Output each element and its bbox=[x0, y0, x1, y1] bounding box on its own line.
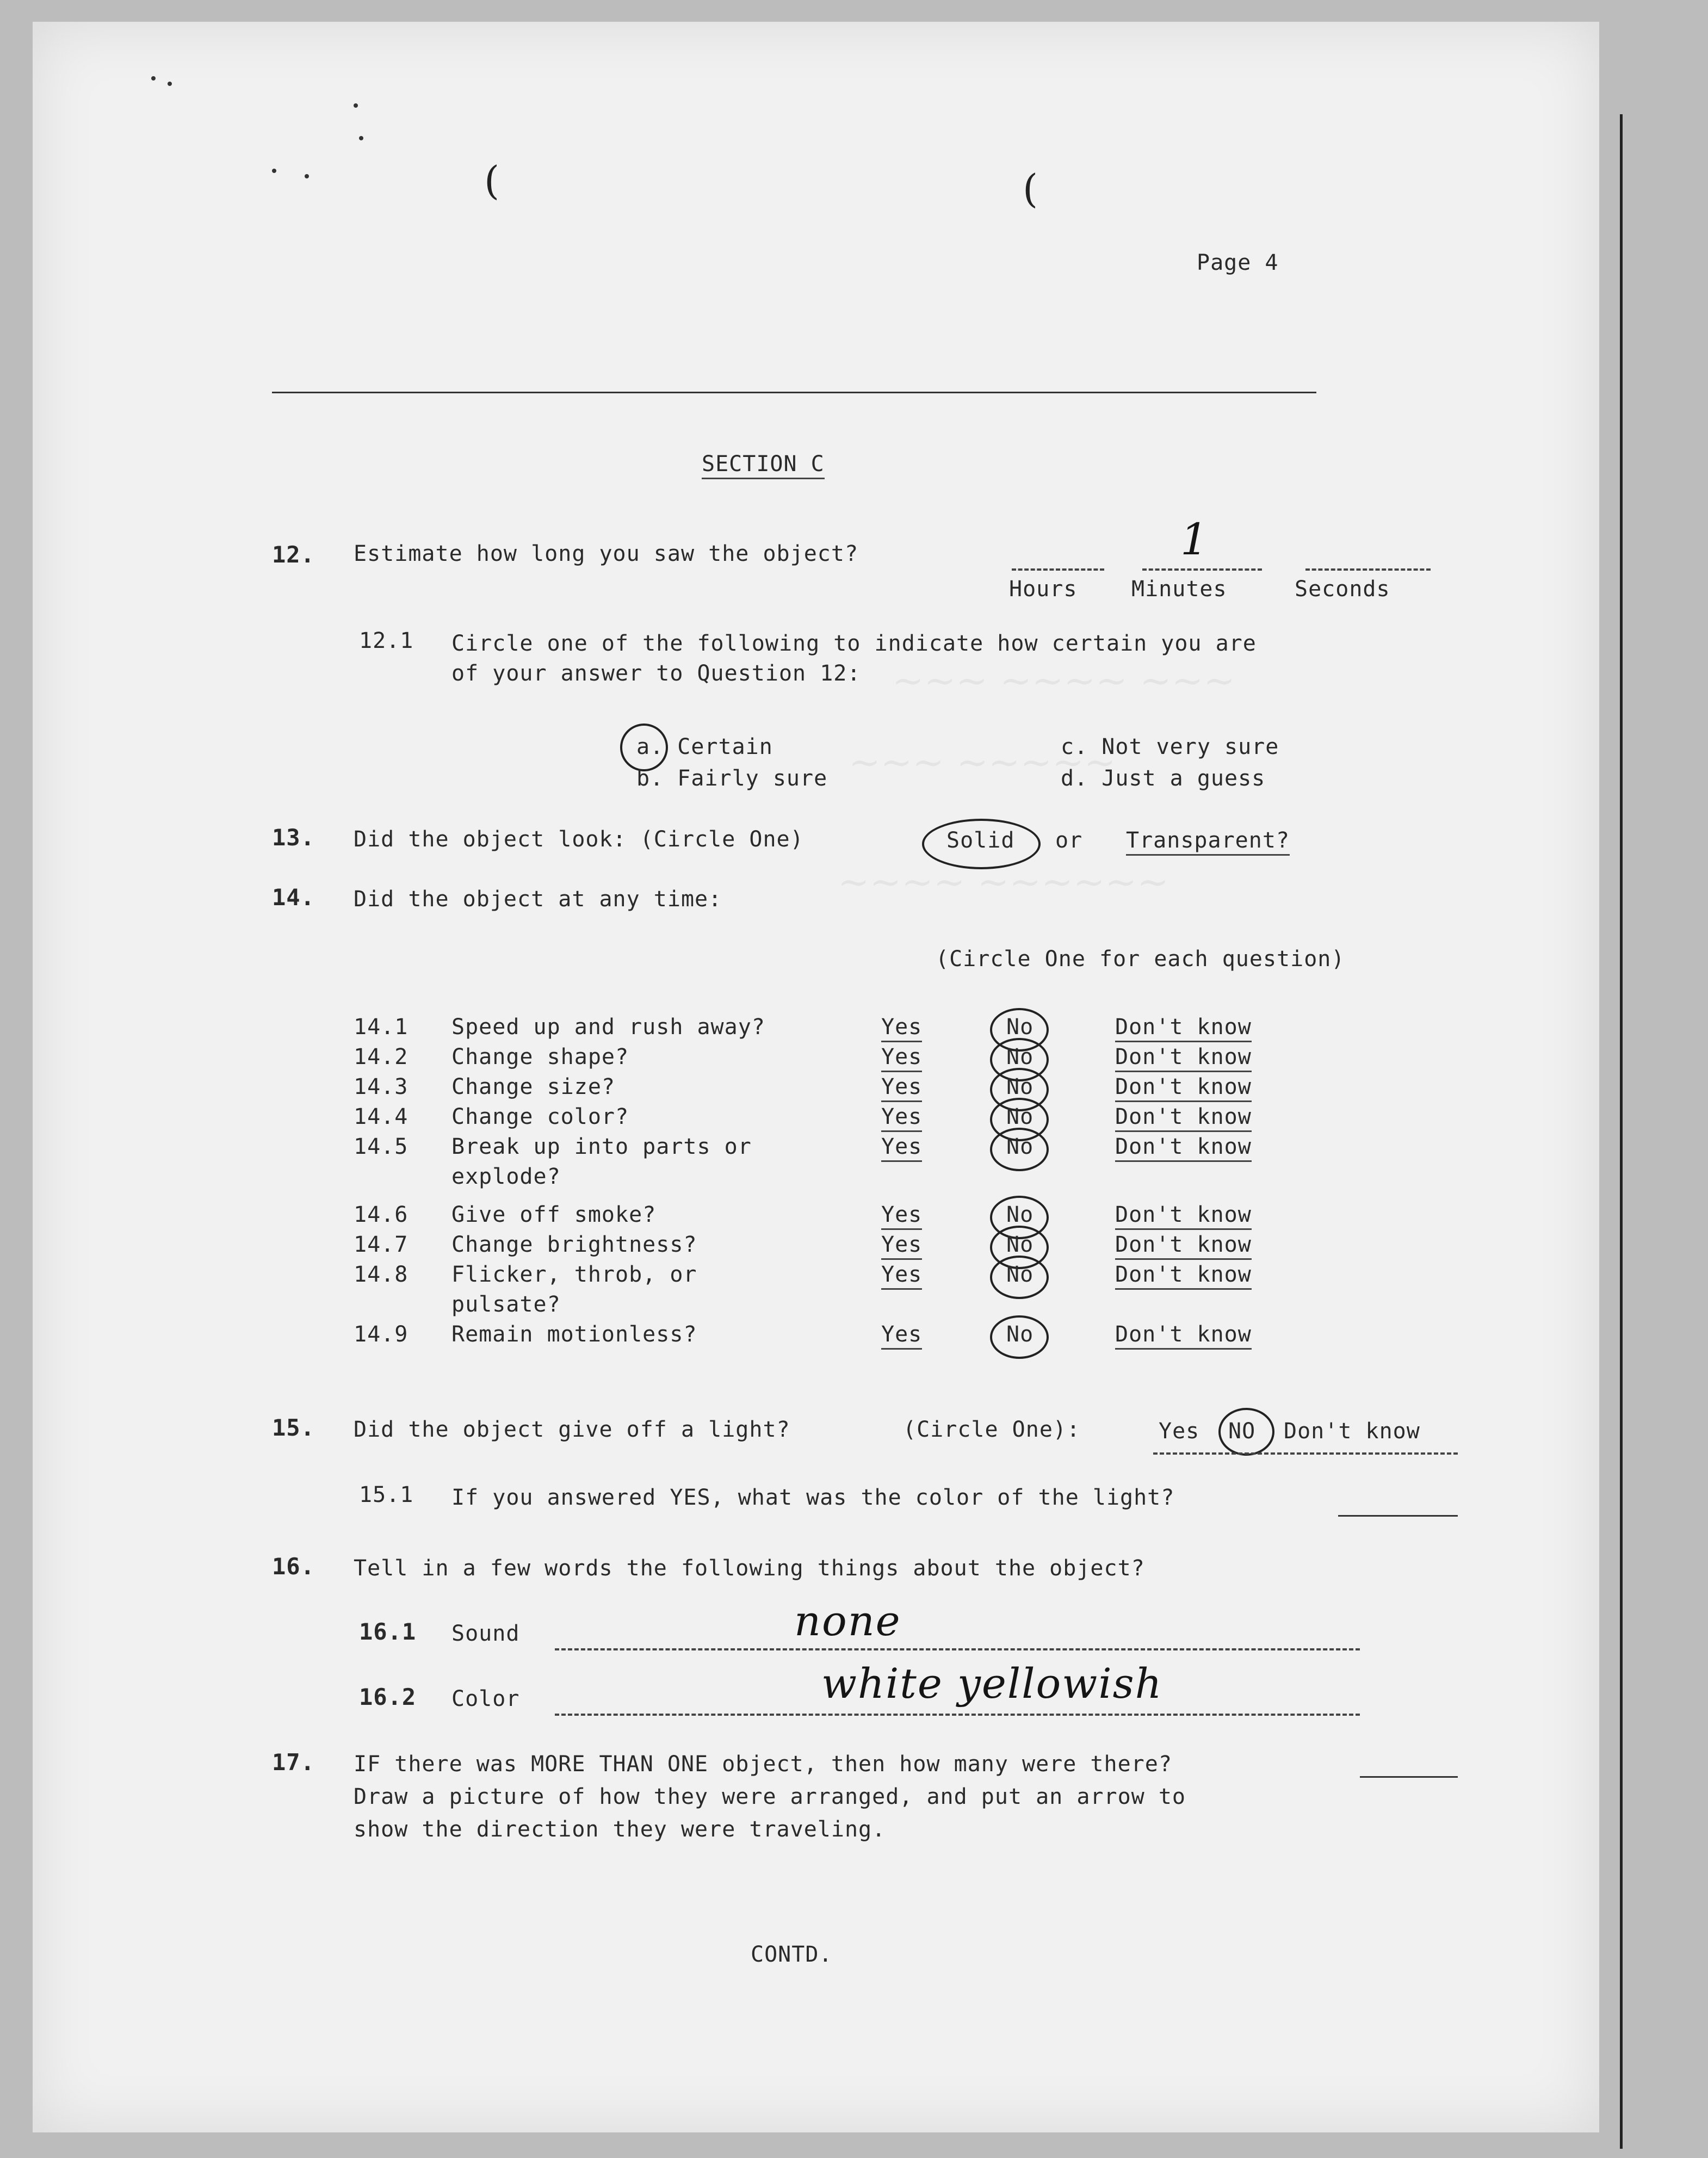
option-yes[interactable]: Yes bbox=[1159, 1419, 1200, 1444]
option-yes[interactable]: Yes bbox=[881, 1202, 922, 1230]
speck bbox=[168, 82, 172, 86]
sub-question-text: Flicker, throb, or bbox=[451, 1262, 697, 1287]
sub-question-text: Change brightness? bbox=[451, 1232, 697, 1257]
sub-question-text: Change size? bbox=[451, 1074, 615, 1099]
option-no[interactable]: No bbox=[1006, 1232, 1034, 1257]
option-certain[interactable]: a. Certain bbox=[636, 734, 773, 759]
bleed-through-marks: ~~~~ ~~~~~~ bbox=[838, 860, 1169, 904]
speck bbox=[359, 136, 363, 140]
option-not-very-sure[interactable]: c. Not very sure bbox=[1061, 734, 1279, 759]
speck bbox=[272, 169, 276, 173]
circled-answer bbox=[990, 1128, 1049, 1171]
light-color-blank[interactable] bbox=[1338, 1515, 1458, 1517]
sub-question-text: Change color? bbox=[451, 1104, 629, 1129]
document-page bbox=[33, 22, 1599, 2132]
option-solid[interactable]: Solid bbox=[946, 828, 1015, 853]
sub-question-number: 14.5 bbox=[354, 1134, 409, 1159]
option-no[interactable]: No bbox=[1006, 1262, 1034, 1287]
circle-instruction: (Circle One): bbox=[903, 1417, 1081, 1442]
option-yes[interactable]: Yes bbox=[881, 1232, 922, 1260]
option-no[interactable]: No bbox=[1006, 1134, 1034, 1159]
seconds-blank[interactable] bbox=[1305, 568, 1431, 571]
count-blank[interactable] bbox=[1360, 1776, 1458, 1778]
question-number: 12. bbox=[272, 541, 315, 568]
sub-question-text: Remain motionless? bbox=[451, 1322, 697, 1347]
sub-question-number: 14.2 bbox=[354, 1044, 409, 1069]
unit-label: Seconds bbox=[1295, 577, 1390, 602]
question-text: If you answered YES, what was the color of the light? bbox=[451, 1485, 1175, 1510]
color-field[interactable] bbox=[555, 1714, 1360, 1716]
color-answer: white yellowish bbox=[821, 1659, 1163, 1708]
sub-question-text: Speed up and rush away? bbox=[451, 1015, 765, 1040]
sound-field[interactable] bbox=[555, 1648, 1360, 1650]
unit-label: Hours bbox=[1009, 577, 1078, 602]
page-edge-line bbox=[1620, 114, 1623, 2149]
question-text: Estimate how long you saw the object? bbox=[354, 541, 859, 566]
option-dont-know[interactable]: Don't know bbox=[1115, 1015, 1252, 1042]
question-number: 15. bbox=[272, 1414, 315, 1441]
sub-question-number: 14.6 bbox=[354, 1202, 409, 1227]
sub-question-number: 14.3 bbox=[354, 1074, 409, 1099]
option-yes[interactable]: Yes bbox=[881, 1104, 922, 1132]
speck bbox=[151, 76, 156, 81]
option-no[interactable]: No bbox=[1006, 1015, 1034, 1040]
option-dont-know[interactable]: Don't know bbox=[1115, 1322, 1252, 1350]
circled-answer bbox=[990, 1256, 1049, 1299]
section-title: SECTION C bbox=[702, 452, 825, 479]
option-yes[interactable]: Yes bbox=[881, 1134, 922, 1162]
question-number: 12.1 bbox=[359, 628, 414, 653]
question-number: 13. bbox=[272, 824, 315, 851]
option-dont-know[interactable]: Don't know bbox=[1115, 1134, 1252, 1162]
option-fairly-sure[interactable]: b. Fairly sure bbox=[636, 766, 828, 791]
question-number: 17. bbox=[272, 1749, 315, 1776]
option-just-a-guess[interactable]: d. Just a guess bbox=[1061, 766, 1266, 791]
sub-question-number: 14.9 bbox=[354, 1322, 409, 1347]
option-yes[interactable]: Yes bbox=[881, 1044, 922, 1072]
option-dont-know[interactable]: Don't know bbox=[1115, 1104, 1252, 1132]
sub-question-text: Break up into parts or bbox=[451, 1134, 752, 1159]
punch-hole-mark: ( bbox=[1023, 166, 1038, 212]
option-no[interactable]: No bbox=[1006, 1074, 1034, 1099]
sub-question-number: 14.1 bbox=[354, 1015, 409, 1040]
option-dont-know[interactable]: Don't know bbox=[1115, 1074, 1252, 1102]
option-no[interactable]: No bbox=[1006, 1202, 1034, 1227]
question-text: of your answer to Question 12: bbox=[451, 661, 861, 686]
bleed-through-marks: ~~~ ~~~~ ~~~ bbox=[892, 658, 1236, 703]
minutes-blank[interactable] bbox=[1142, 568, 1262, 571]
circled-answer bbox=[990, 1315, 1049, 1359]
question-text: Tell in a few words the following things about the object? bbox=[354, 1556, 1145, 1581]
option-yes[interactable]: Yes bbox=[881, 1015, 922, 1042]
page-number: Page 4 bbox=[1197, 250, 1279, 275]
sub-question-number: 14.7 bbox=[354, 1232, 409, 1257]
sub-question-text: Change shape? bbox=[451, 1044, 629, 1069]
question-text: Did the object at any time: bbox=[354, 887, 722, 912]
section-divider bbox=[272, 392, 1316, 393]
option-yes[interactable]: Yes bbox=[881, 1074, 922, 1102]
bleed-through-marks: ~~~ ~~~~~ bbox=[849, 740, 1116, 784]
punch-hole-mark: ( bbox=[484, 158, 500, 203]
question-number: 14. bbox=[272, 884, 315, 911]
minutes-answer: 1 bbox=[1180, 514, 1209, 565]
question-text: Circle one of the following to indicate how certain you are bbox=[451, 631, 1257, 656]
option-no[interactable]: No bbox=[1006, 1322, 1034, 1347]
sub-question-number: 14.4 bbox=[354, 1104, 409, 1129]
question-number: 16.2 bbox=[359, 1684, 417, 1710]
question-number: 16. bbox=[272, 1553, 315, 1580]
sub-question-text: Give off smoke? bbox=[451, 1202, 657, 1227]
option-dont-know[interactable]: Don't know bbox=[1284, 1419, 1420, 1444]
continued-label: CONTD. bbox=[751, 1942, 833, 1967]
question-text: Draw a picture of how they were arranged, and put an arrow to bbox=[354, 1784, 1186, 1809]
option-dont-know[interactable]: Don't know bbox=[1115, 1044, 1252, 1072]
option-dont-know[interactable]: Don't know bbox=[1115, 1202, 1252, 1230]
speck bbox=[305, 174, 309, 178]
question-text: Did the object give off a light? bbox=[354, 1417, 790, 1442]
question-text: IF there was MORE THAN ONE object, then how many were there? bbox=[354, 1752, 1172, 1777]
option-transparent[interactable]: Transparent? bbox=[1126, 828, 1290, 856]
option-dont-know[interactable]: Don't know bbox=[1115, 1232, 1252, 1260]
field-label: Sound bbox=[451, 1621, 520, 1646]
sub-question-number: 14.8 bbox=[354, 1262, 409, 1287]
question-text: show the direction they were traveling. bbox=[354, 1817, 886, 1842]
question-text: Did the object look: (Circle One) bbox=[354, 827, 804, 852]
circle-instruction: (Circle One for each question) bbox=[936, 947, 1345, 972]
question-number: 16.1 bbox=[359, 1618, 417, 1645]
sub-question-text: pulsate? bbox=[451, 1292, 561, 1317]
sub-question-text: explode? bbox=[451, 1164, 561, 1189]
speck bbox=[354, 103, 358, 108]
sound-answer: none bbox=[794, 1597, 901, 1645]
option-no[interactable]: No bbox=[1006, 1104, 1034, 1129]
option-yes[interactable]: Yes bbox=[881, 1322, 922, 1350]
or-text: or bbox=[1055, 828, 1083, 853]
answer-underline bbox=[1153, 1452, 1458, 1455]
hours-blank[interactable] bbox=[1012, 568, 1104, 571]
option-no[interactable]: NO bbox=[1228, 1419, 1256, 1444]
option-no[interactable]: No bbox=[1006, 1044, 1034, 1069]
option-dont-know[interactable]: Don't know bbox=[1115, 1262, 1252, 1290]
question-number: 15.1 bbox=[359, 1482, 414, 1507]
field-label: Color bbox=[451, 1686, 520, 1711]
option-yes[interactable]: Yes bbox=[881, 1262, 922, 1290]
unit-label: Minutes bbox=[1131, 577, 1227, 602]
